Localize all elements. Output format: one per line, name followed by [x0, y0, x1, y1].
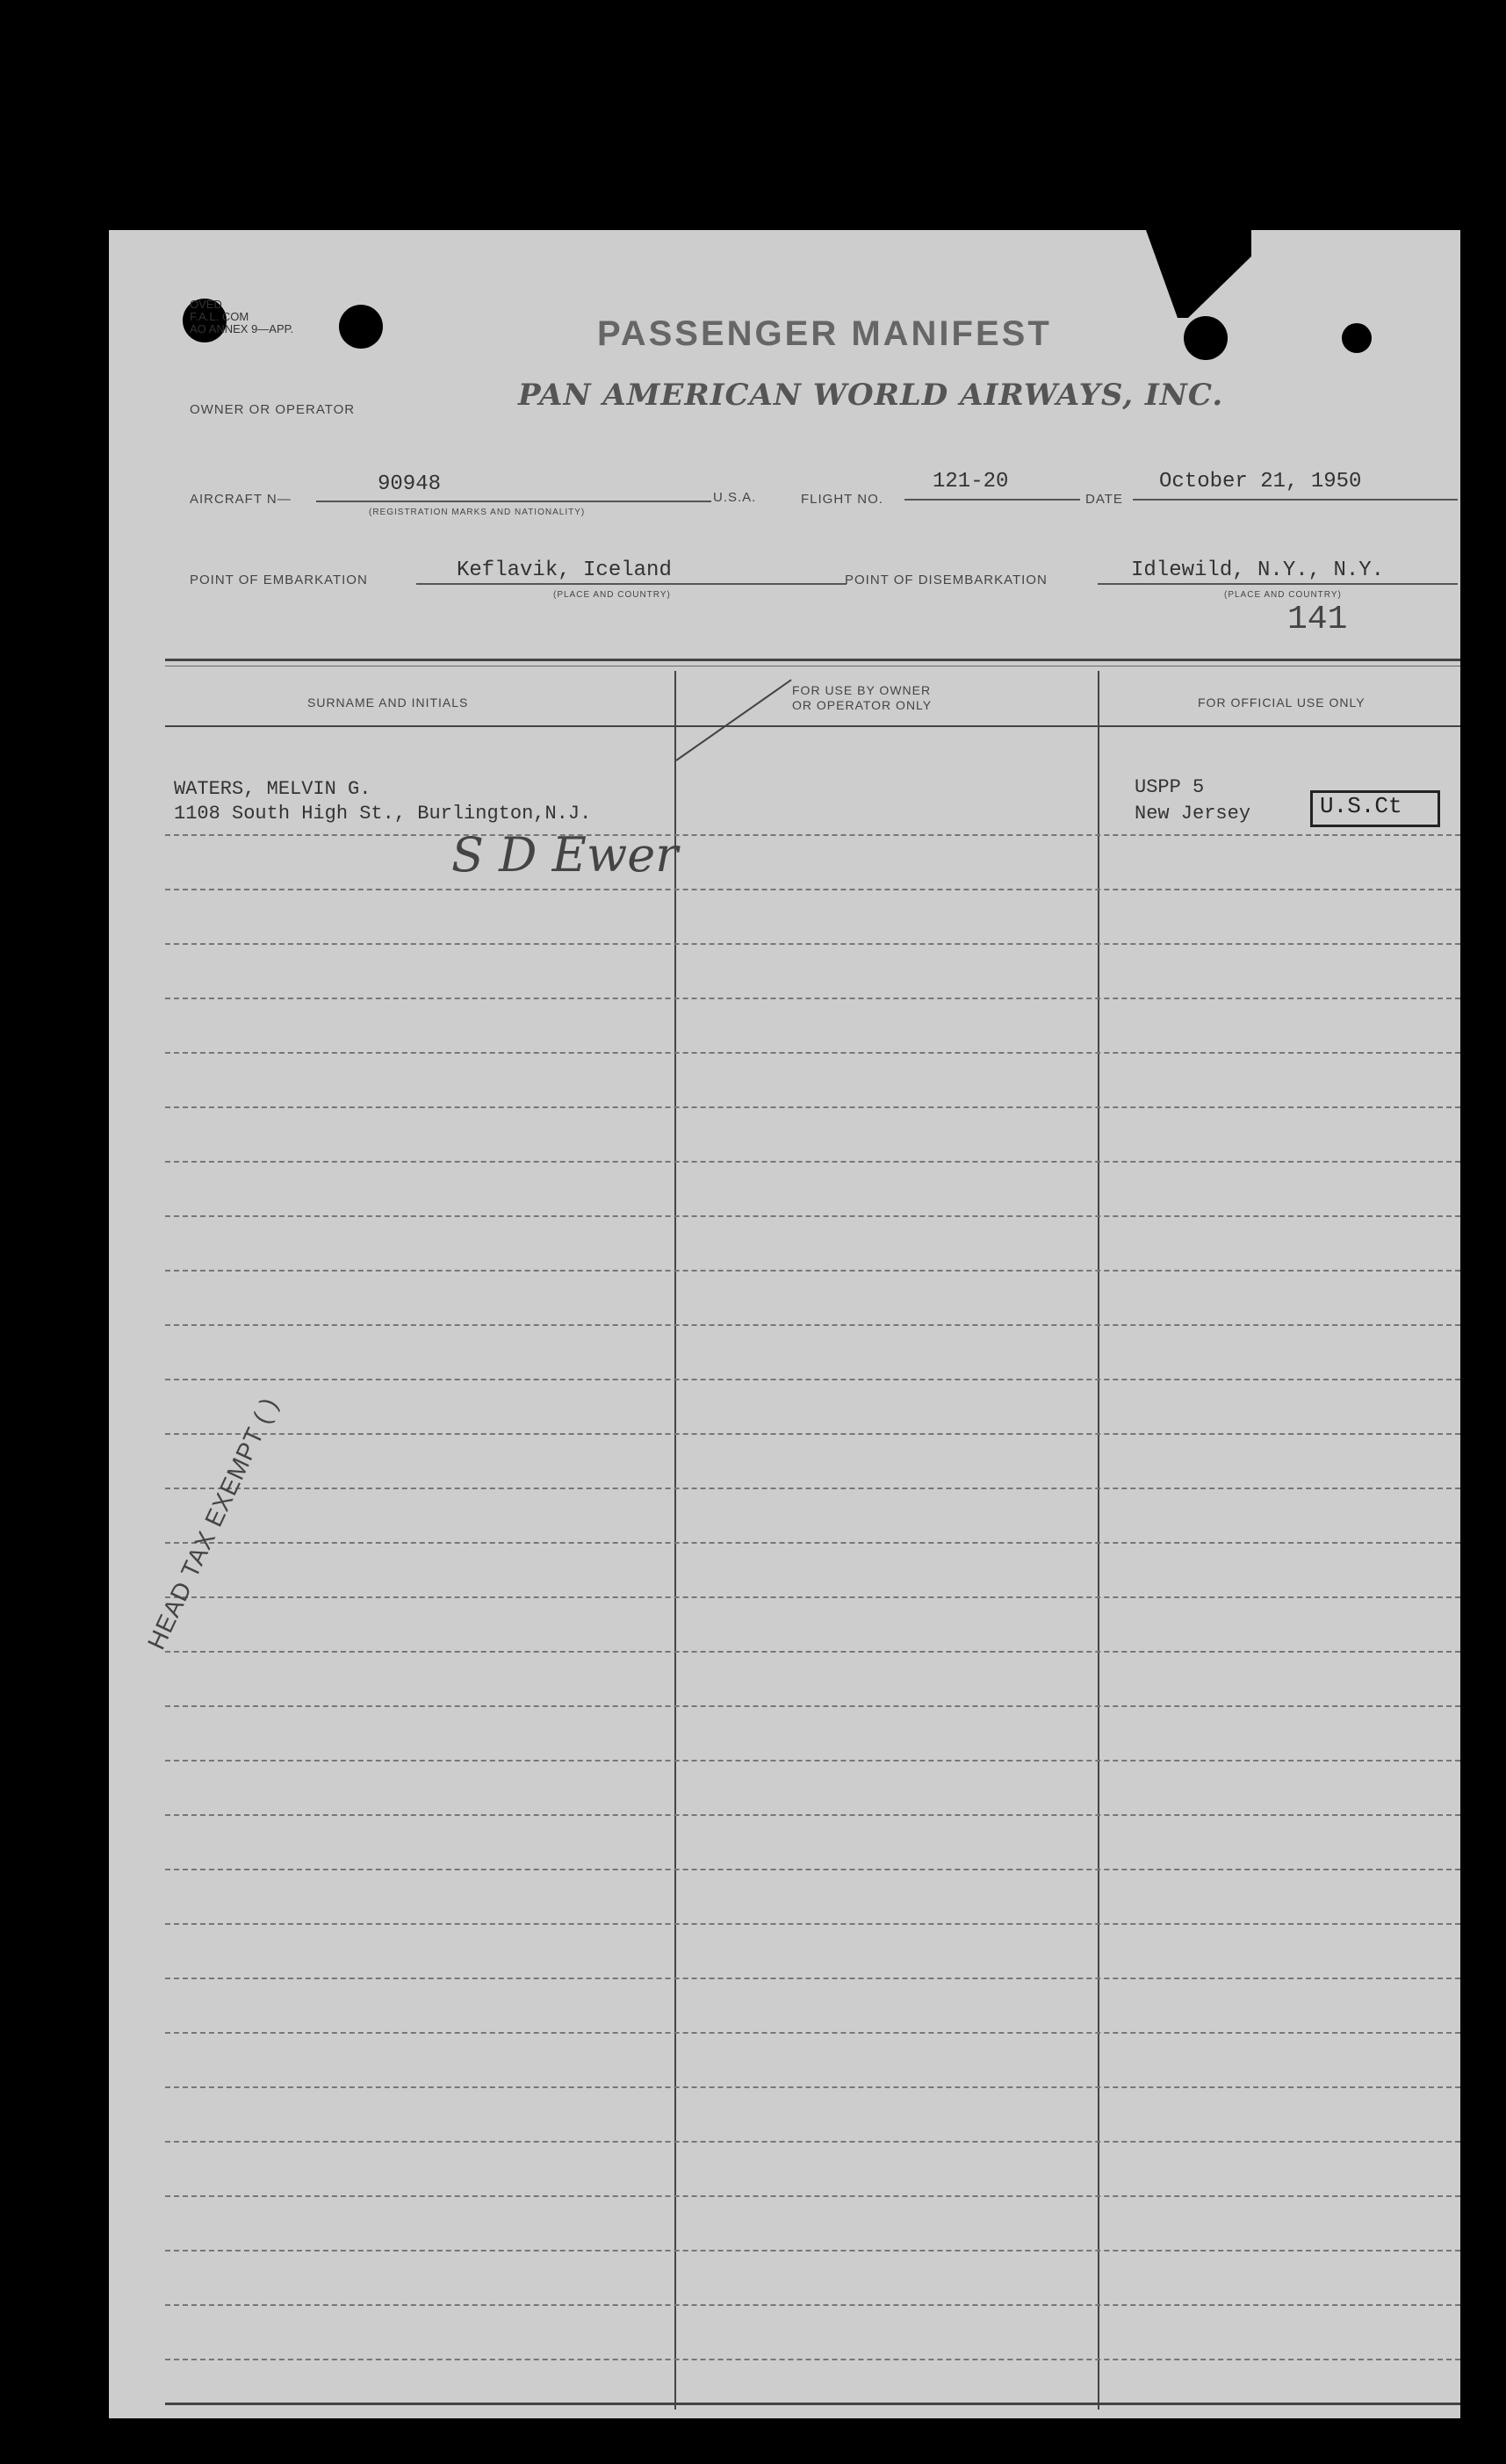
bottom-rule	[165, 2403, 1460, 2405]
embark-sub: (PLACE AND COUNTRY)	[553, 590, 671, 600]
ruled-line	[165, 2250, 1460, 2252]
date-label: DATE	[1085, 492, 1123, 507]
ruled-line	[165, 1161, 1460, 1164]
ruled-line	[165, 1869, 1460, 1871]
ruled-line	[165, 2086, 1460, 2089]
ruled-line	[165, 1923, 1460, 1926]
ruled-line	[165, 2359, 1460, 2361]
ruled-line	[165, 1270, 1460, 1272]
inspector-signature: S D Ewer	[451, 827, 679, 883]
flight-line	[904, 499, 1080, 501]
ruled-line	[165, 834, 1460, 837]
ruled-line	[165, 2032, 1460, 2035]
ruled-line	[165, 1596, 1460, 1599]
aircraft-label: AIRCRAFT N—	[190, 492, 292, 507]
column-divider	[674, 671, 676, 2410]
ruled-line	[165, 1978, 1460, 1980]
header-rule	[165, 659, 1460, 661]
column-header-official: FOR OFFICIAL USE ONLY	[1198, 695, 1365, 710]
punch-hole	[339, 305, 383, 349]
ruled-line	[165, 889, 1460, 891]
column-header-surname: SURNAME AND INITIALS	[307, 695, 469, 710]
flight-label: FLIGHT NO.	[801, 492, 883, 507]
date-line	[1133, 499, 1458, 501]
us-citizen-stamp: U.S.Ct	[1310, 790, 1440, 827]
disembark-sub: (PLACE AND COUNTRY)	[1224, 590, 1342, 600]
ruled-line	[165, 1324, 1460, 1327]
aircraft-line	[316, 501, 711, 502]
ruled-line	[165, 1433, 1460, 1436]
ruled-line	[165, 1705, 1460, 1708]
aircraft-value: 90948	[378, 472, 442, 496]
ruled-line	[165, 1651, 1460, 1653]
official-entry-1: USPP 5	[1135, 776, 1205, 798]
owner-label: OWNER OR OPERATOR	[190, 402, 356, 417]
date-value: October 21, 1950	[1159, 470, 1362, 494]
disembark-line	[1098, 583, 1458, 585]
ruled-line	[165, 1488, 1460, 1490]
column-header-rule	[165, 725, 1460, 727]
ruled-line	[165, 1215, 1460, 1218]
embark-value: Keflavik, Iceland	[457, 558, 672, 582]
head-tax-exempt-stamp: HEAD TAX EXEMPT ( )	[142, 1393, 284, 1654]
ruled-line	[165, 2141, 1460, 2143]
aircraft-sub: (REGISTRATION MARKS AND NATIONALITY)	[369, 508, 586, 517]
form-title: PASSENGER MANIFEST	[597, 314, 1052, 353]
ruled-line	[165, 1760, 1460, 1762]
disembark-value: Idlewild, N.Y., N.Y.	[1131, 558, 1385, 582]
ruled-line	[165, 1379, 1460, 1381]
embark-line	[416, 583, 847, 585]
ruled-line	[165, 1814, 1460, 1817]
ruled-line	[165, 1052, 1460, 1055]
column-divider	[1098, 671, 1099, 2410]
column-header-owner-1: FOR USE BY OWNER	[792, 683, 932, 697]
usa-label: U.S.A.	[713, 490, 757, 505]
flight-value: 121-20	[933, 470, 1009, 494]
ruled-line	[165, 1542, 1460, 1545]
punch-hole	[1184, 316, 1228, 360]
page-number: 141	[1287, 601, 1348, 638]
punch-hole	[1342, 323, 1372, 353]
ruled-line	[165, 2195, 1460, 2198]
embark-label: POINT OF EMBARKATION	[190, 573, 368, 587]
ruled-line	[165, 2304, 1460, 2307]
company-name: PAN AMERICAN WORLD AIRWAYS, INC.	[518, 378, 1224, 413]
passenger-name: WATERS, MELVIN G.	[174, 778, 371, 800]
ruled-line	[165, 943, 1460, 946]
passenger-address: 1108 South High St., Burlington,N.J.	[174, 803, 592, 825]
official-entry-2: New Jersey	[1135, 803, 1251, 825]
approval-note: OVED F.A.L. COM AO ANNEX 9—APP.	[190, 298, 294, 335]
column-header-owner-2: OR OPERATOR ONLY	[792, 698, 933, 712]
ruled-line	[165, 998, 1460, 1000]
ruled-line	[165, 1106, 1460, 1109]
disembark-label: POINT OF DISEMBARKATION	[845, 573, 1048, 587]
